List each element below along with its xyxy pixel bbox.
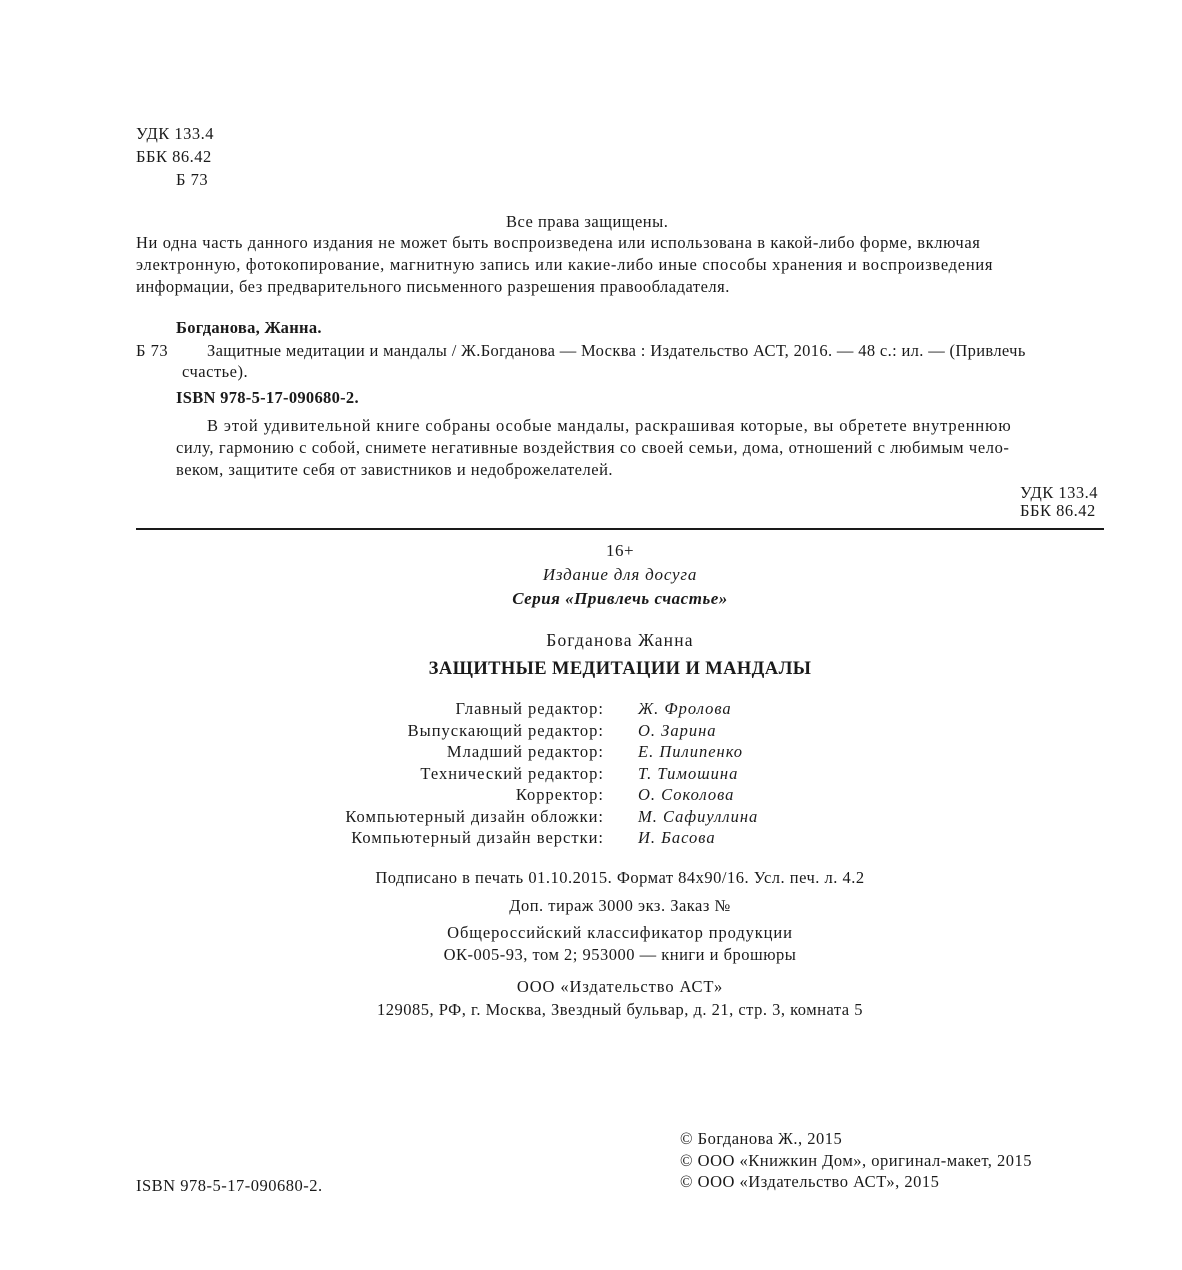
credit-name: Е. Пилипенко bbox=[638, 742, 744, 761]
bib-author: Богданова, Жанна. bbox=[176, 318, 322, 337]
credit-role: Выпускающий редактор: bbox=[407, 720, 604, 740]
rights-line-2: электронную, фотокопирование, магнитную запись или какие-либо иные способы хранения и воспроизведения bbox=[136, 255, 994, 274]
publisher-name: ООО «Издательство АСТ» bbox=[516, 977, 724, 996]
credit-name: О. Зарина bbox=[638, 720, 717, 740]
author-name: Богданова Жанна bbox=[546, 630, 694, 650]
credit-name: О. Соколова bbox=[638, 785, 735, 804]
footer-isbn: ISBN 978-5-17-090680-2. bbox=[136, 1176, 323, 1195]
annotation-line-3: веком, защитите себя от завистников и недоброжелателей. bbox=[176, 460, 614, 479]
bib-description-line-2: счастье). bbox=[182, 362, 249, 381]
classifier-line-1: Общероссийский классификатор продукции bbox=[447, 923, 793, 942]
age-rating: 16+ bbox=[605, 541, 635, 560]
copyright-layout: © ООО «Книжкин Дом», оригинал-макет, 2015 bbox=[680, 1151, 1033, 1170]
credit-role: Технический редактор: bbox=[420, 763, 604, 783]
credit-row bbox=[200, 721, 900, 743]
print-run: Доп. тираж 3000 экз. Заказ № bbox=[509, 896, 731, 915]
print-signed: Подписано в печать 01.10.2015. Формат 84х90/16. Усл. печ. л. 4.2 bbox=[375, 868, 865, 887]
credit-name: Т. Тимошина bbox=[638, 763, 739, 783]
bib-bbk: ББК 86.42 bbox=[1020, 501, 1096, 520]
rights-title: Все права защищены. bbox=[506, 212, 669, 231]
credit-role: Корректор: bbox=[515, 785, 604, 804]
bib-udk: УДК 133.4 bbox=[1020, 483, 1099, 502]
bib-isbn: ISBN 978-5-17-090680-2. bbox=[176, 388, 359, 407]
udk-code: УДК 133.4 bbox=[136, 124, 215, 143]
credit-row bbox=[200, 828, 900, 850]
credit-row bbox=[200, 785, 900, 807]
credits-list bbox=[200, 699, 900, 850]
publisher-address: 129085, РФ, г. Москва, Звездный бульвар, д. 21, стр. 3, комната 5 bbox=[377, 1000, 863, 1019]
rights-line-1: Ни одна часть данного издания не может быть воспроизведена или использована в какой-либо форме, включая bbox=[136, 233, 981, 252]
publication-purpose: Издание для досуга bbox=[542, 565, 698, 584]
credit-name: И. Басова bbox=[638, 828, 716, 847]
credit-row bbox=[200, 699, 900, 721]
annotation-line-1: В этой удивительной книге собраны особые мандалы, раскрашивая которые, вы обретете внутреннюю bbox=[207, 416, 1012, 435]
credit-name: Ж. Фролова bbox=[638, 699, 732, 718]
bib-code: Б 73 bbox=[136, 341, 169, 360]
credit-row bbox=[200, 807, 900, 829]
classifier-line-2: ОК-005-93, том 2; 953000 — книги и брошюры bbox=[443, 945, 797, 964]
copyright-publisher: © ООО «Издательство АСТ», 2015 bbox=[680, 1172, 940, 1191]
copyright-author: © Богданова Ж., 2015 bbox=[680, 1129, 843, 1148]
bbk-code: ББК 86.42 bbox=[136, 147, 212, 166]
annotation-line-2: силу, гармонию с собой, снимете негативные воздействия со своей семьи, дома, отношений с любимым чело- bbox=[176, 438, 1010, 457]
book-title: ЗАЩИТНЫЕ МЕДИТАЦИИ И МАНДАЛЫ bbox=[428, 659, 812, 679]
divider-line bbox=[136, 528, 1104, 530]
credit-role: Главный редактор: bbox=[455, 699, 604, 718]
series-name: Серия «Привлечь счастье» bbox=[512, 589, 728, 608]
credit-role: Компьютерный дизайн верстки: bbox=[351, 828, 604, 847]
credit-role: Компьютерный дизайн обложки: bbox=[345, 806, 604, 826]
credit-row bbox=[200, 764, 900, 786]
credit-role: Младший редактор: bbox=[446, 742, 604, 761]
author-mark: Б 73 bbox=[176, 170, 209, 189]
credit-name: М. Сафиуллина bbox=[638, 806, 759, 826]
credit-row bbox=[200, 742, 900, 764]
rights-line-3: информации, без предварительного письменного разрешения правообладателя. bbox=[136, 277, 730, 296]
bib-description-line-1: Защитные медитации и мандалы / Ж.Богданова — Москва : Издательство АСТ, 2016. — 48 с.: ил. — (Привлечь bbox=[207, 341, 1026, 360]
